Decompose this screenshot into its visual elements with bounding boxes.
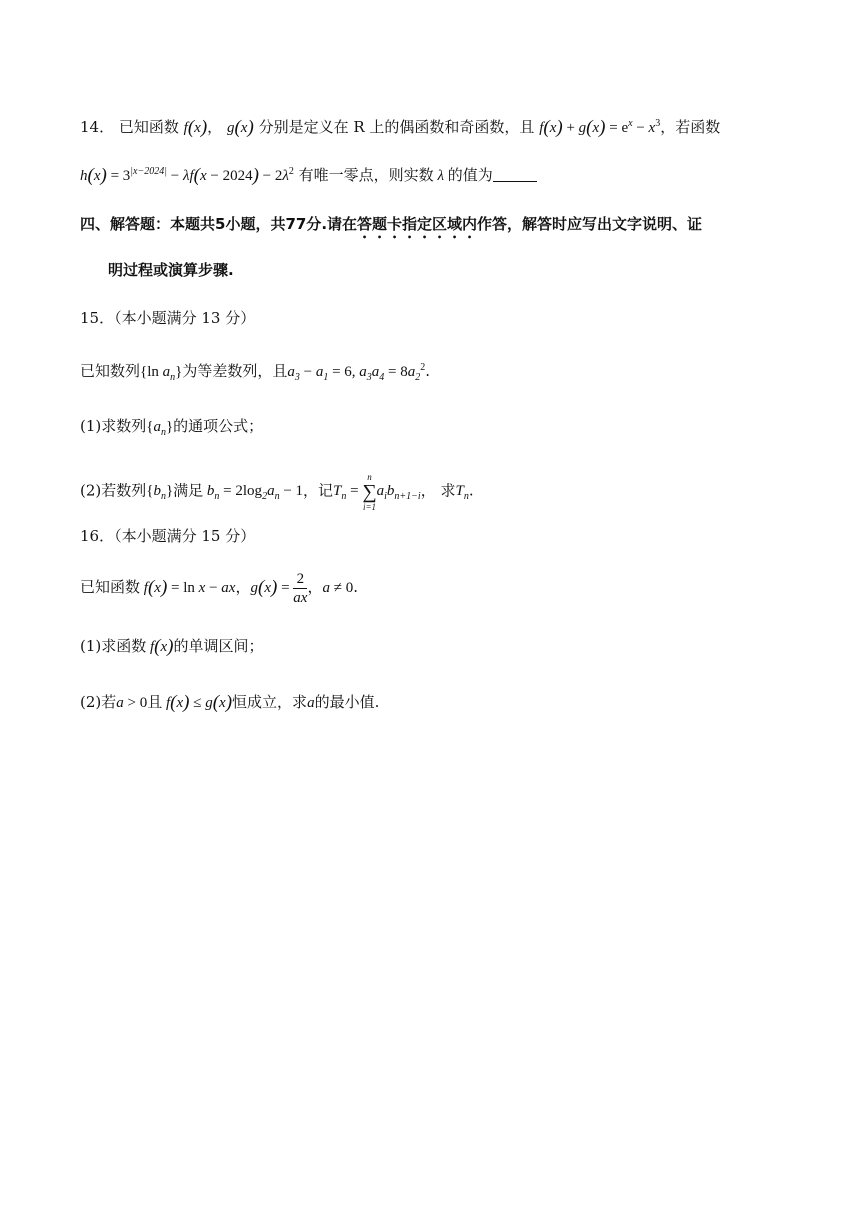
formula-a-nonzero: a ≠ 0: [322, 579, 354, 596]
q15-part-1: (1)求数列$\{a_n\}$的通项公式；: [80, 417, 264, 438]
formula-f-plus-g: $f(x) + g(x) = e^x - x^3$: [539, 117, 661, 138]
formula-h-x: $h(x) = 3^{|x-2024|} - \lambda f(x - 2024) - 2\lambda^2$: [80, 165, 294, 186]
formula-an-set: $\{a_n\}$: [146, 419, 174, 438]
formula-f-x: f(x): [146, 636, 174, 657]
q16-header: 16．（本小题满分 15 分）: [80, 527, 256, 545]
formula-a: a: [307, 695, 315, 711]
formula-a-positive: a > 0: [116, 695, 148, 711]
q15-part-2: (2)若数列$\{b_n\}$满足 $b_n = 2\log_2a_n - 1$，记$T_n$ = n ∑ i=1 $a_ib_{n+1-i}$， 求$T_n$.: [80, 472, 474, 512]
q14-text: 已知函数: [118, 118, 179, 136]
q14-text: 有唯一零点，则实数: [298, 166, 434, 184]
section-heading-cont: 明过程或演算步骤.: [108, 261, 234, 279]
formula-tn: $T_n$: [455, 483, 469, 503]
formula-g-x: g(x): [226, 117, 254, 138]
q15-header: 15．（本小题满分 13 分）: [80, 309, 256, 327]
answer-blank[interactable]: [493, 167, 537, 182]
q14-line-2: $h(x) = 3^{|x-2024|} - \lambda f(x - 2024) - 2\lambda^2$ 有唯一零点，则实数 λ 的值为: [80, 160, 537, 188]
formula-lambda: λ: [433, 168, 448, 184]
q14-text: 分别是定义在 R 上的偶函数和奇函数，且: [258, 118, 535, 136]
emphasized-text: 答题卡指定区域内: [357, 215, 478, 233]
formula-f-def: f(x) = ln x − ax: [140, 576, 236, 598]
q16-part-2: (2)若a > 0且 f(x) ≤ g(x)恒成立，求a的最小值.: [80, 692, 380, 713]
q15-stem: 已知数列{ln $a_n$}为等差数列，且$a_3 - a_1 = 6$, $a_3a_4 = 8a_2^2$.: [80, 362, 431, 383]
formula-g-def: g(x) = $\frac{2}{ax}$: [250, 571, 308, 606]
formula-tn-sum: $T_n$ = n ∑ i=1 $a_ib_{n+1-i}$: [333, 472, 421, 512]
q14-line-1: 14． 已知函数 f(x)， g(x) 分别是定义在 R 上的偶函数和奇函数，且 $f(x) + g(x) = e^x - x^3$，若函数: [80, 117, 721, 138]
formula-f-x: f(x): [183, 117, 208, 138]
q14-number: 14．: [80, 118, 115, 136]
q16-stem: 已知函数 f(x) = ln x − ax，g(x) = $\frac{2}{ax}$ ，a ≠ 0.: [80, 571, 358, 606]
formula-conditions: $a_3 - a_1 = 6$, $a_3a_4 = 8a_2^2$: [287, 362, 426, 383]
formula-ln-an-set: {ln $a_n$}: [140, 364, 183, 383]
formula-bn-def: $b_n = 2\log_2a_n - 1$: [203, 483, 304, 503]
formula-bn-set: $\{b_n\}$: [146, 483, 174, 503]
section-heading: 四、解答题：本题共5小题，共77分.请在答题卡指定区域内作答，解答时应写出文字说明、证: [80, 215, 703, 233]
formula-inequality: f(x) ≤ g(x): [162, 692, 233, 713]
q16-part-1: (1)求函数 f(x)的单调区间；: [80, 636, 264, 657]
